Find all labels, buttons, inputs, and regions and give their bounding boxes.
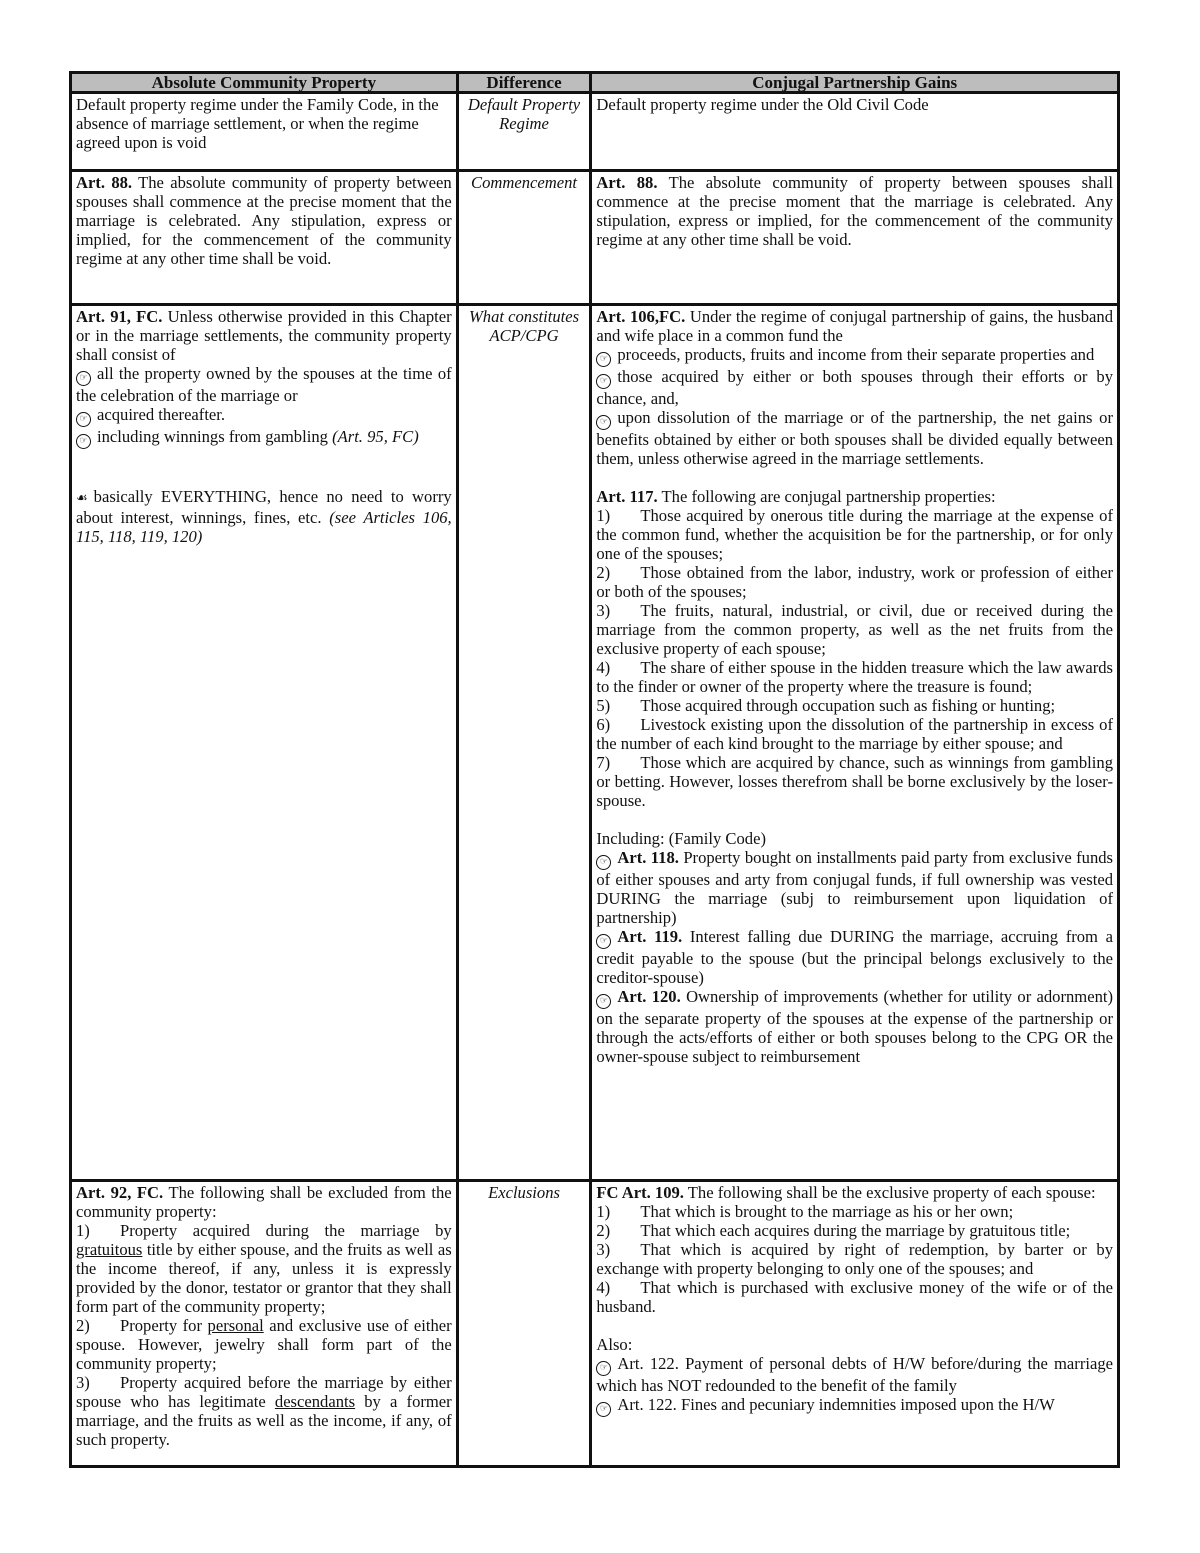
difference-label: Exclusions [488,1183,560,1202]
header-difference: Difference [457,73,591,93]
difference-cell [457,93,591,171]
list-item: ☞ proceeds, products, fruits and income from their separate properties and [596,345,1113,367]
pointing-hand-circle-icon: ☞ [596,374,611,389]
header-row [71,73,1119,93]
article-ref: Art. 91, FC. [76,307,163,326]
article-ref: Art. 88. [76,173,133,192]
article-ref: Art. 92, FC. [76,1183,164,1202]
list-item: 7) Those which are acquired by chance, such as winnings from gambling or betting. However, losses therefrom shall be borne exclusively by the loser-spouse. [596,753,1113,810]
difference-label: Default Property Regime [467,95,581,133]
acp-intro: The following shall be excluded from the community property: [76,1183,452,1221]
article-ref: Art. 106,FC. [596,307,686,326]
cpg-text: The absolute community of property between spouses shall commence at the precise moment that the marriage is celebrated. Any stipulation, express or implied, for the commencement of the community regime at any other time shall be void. [596,173,1113,249]
list-item: ☞ including winnings from gambling (Art. 95, FC) [76,427,452,449]
table-row [71,305,1119,1181]
pointing-hand-circle-icon: ☞ [76,371,91,386]
note: ☙ basically EVERYTHING, hence no need to worry about interest, winnings, fines, etc. (see Articles 106, 115, 118, 119, 120) [76,487,452,546]
acp-text: Default property regime under the Family Code, in the absence of marriage settlement, or when the regime agreed upon is void [76,95,439,152]
cpg-cell [591,171,1119,305]
difference-label: What constitutes ACP/CPG [468,307,580,345]
list-item: ☞ upon dissolution of the marriage or of the partnership, the net gains or benefits obtained by either or both spouses shall be divided equally between them, unless otherwise agreed in the marriage settlements. [596,408,1113,468]
including-label: Including: (Family Code) [596,829,766,848]
cpg-cell [591,305,1119,1181]
article-ref: (Art. 95, FC) [332,427,419,446]
pointing-hand-circle-icon: ☞ [596,994,611,1009]
list-item: 3) Property acquired before the marriage by either spouse who has legitimate descendants by a former marriage, and the fruits as well as the income, if any, of such property. [76,1373,452,1449]
list-item: ☞ Art. 122. Fines and pecuniary indemnities imposed upon the H/W [596,1395,1113,1417]
pointing-hand-circle-icon: ☞ [596,1402,611,1417]
list-item: 1) That which is brought to the marriage as his or her own; [596,1202,1014,1221]
cpg-intro: Under the regime of conjugal partnership of gains, the husband and wife place in a common fund the [596,307,1113,345]
list-item: 4) The share of either spouse in the hidden treasure which the law awards to the finder or owner of the property where the treasure is found; [596,658,1113,696]
acp-cell [71,93,458,171]
table-row [71,93,1119,171]
list-item: ☞ all the property owned by the spouses at the time of the celebration of the marriage or [76,364,452,405]
table-row [71,171,1119,305]
cpg-intro: The following shall be the exclusive property of each spouse: [687,1183,1096,1202]
list-item: ☞ Art. 119. Interest falling due DURING the marriage, accruing from a credit payable to the spouse (but the principal belongs exclusively to the creditor-spouse) [596,927,1113,987]
list-item: ☞ those acquired by either or both spouses through their efforts or by chance, and, [596,367,1113,408]
list-item: ☞ Art. 122. Payment of personal debts of H/W before/during the marriage which has NOT redounded to the benefit of the family [596,1354,1113,1395]
pointing-hand-circle-icon: ☞ [596,1361,611,1376]
acp-text: The absolute community of property between spouses shall commence at the precise moment that the marriage is celebrated. Any stipulation, express or implied, for the commencement of the community regime at any other time shall be void. [76,173,452,268]
list-item: 1) Those acquired by onerous title during the marriage at the expense of the common fund, whether the acquisition be for the partnership, or for only one of the spouses; [596,506,1113,563]
cpg-cell [591,1181,1119,1467]
list-item: ☞ Art. 118. Property bought on installments paid party from exclusive funds of either spouses and arty from conjugal funds, if full ownership was vested DURING the marriage (subj to reimbursement upon liquidation of partnership) [596,848,1113,927]
acp-cell [71,1181,458,1467]
pointing-hand-circle-icon: ☞ [76,412,91,427]
list-item: 3) That which is acquired by right of redemption, by barter or by exchange with property belonging to only one of the spouses; and [596,1240,1113,1278]
list-item: ☞ acquired thereafter. [76,405,452,427]
clasping-hands-icon: ☙ [76,491,88,506]
art117-intro: The following are conjugal partnership properties: [661,487,996,506]
acp-cell [71,171,458,305]
list-item: 3) The fruits, natural, industrial, or civil, due or received during the marriage from the common property, as well as the net fruits from the exclusive property of each spouse; [596,601,1113,658]
list-item: 1) Property acquired during the marriage by gratuitous title by either spouse, and the fruits as well as the income thereof, if any, unless it is expressly provided by the donor, testator or grantor that they shall form part of the community property; [76,1221,452,1316]
difference-cell [457,171,591,305]
cpg-cell [591,93,1119,171]
list-item: 4) That which is purchased with exclusive money of the wife or of the husband. [596,1278,1113,1316]
header-cpg: Conjugal Partnership Gains [591,73,1119,93]
pointing-hand-circle-icon: ☞ [596,352,611,367]
acp-cell [71,305,458,1181]
pointing-hand-circle-icon: ☞ [596,934,611,949]
article-ref: Art. 117. [596,487,658,506]
cpg-text: Default property regime under the Old Civil Code [596,95,929,114]
pointing-hand-circle-icon: ☞ [596,855,611,870]
table-row [71,1181,1119,1467]
article-ref: FC Art. 109. [596,1183,684,1202]
also-label: Also: [596,1335,633,1354]
list-item: 2) Those obtained from the labor, industry, work or profession of either or both of the spouses; [596,563,1113,601]
list-item: 2) Property for personal and exclusive use of either spouse. However, jewelry shall form part of the community property; [76,1316,452,1373]
list-item: 2) That which each acquires during the marriage by gratuitous title; [596,1221,1071,1240]
difference-cell [457,1181,591,1467]
header-acp: Absolute Community Property [71,73,458,93]
pointing-hand-circle-icon: ☞ [76,434,91,449]
list-item: ☞ Art. 120. Ownership of improvements (whether for utility or adornment) on the separate property of the spouses at the expense of the partnership or through the acts/efforts of either or both spouses belong to the CPG OR the owner-spouse subject to reimbursement [596,987,1114,1066]
pointing-hand-circle-icon: ☞ [596,415,611,430]
article-ref: Art. 88. [596,173,658,192]
acp-intro: Unless otherwise provided in this Chapter or in the marriage settlements, the community property shall consist of [76,307,452,364]
list-item: 5) Those acquired through occupation such as fishing or hunting; [596,696,1056,715]
list-item: 6) Livestock existing upon the dissolution of the partnership in excess of the number of each kind brought to the marriage by either spouse; and [596,715,1113,753]
difference-label: Commencement [471,173,578,192]
difference-cell [457,305,591,1181]
article-ref: (see Articles 106, 115, 118, 119, 120) [76,508,452,546]
comparison-table [69,71,1120,1468]
